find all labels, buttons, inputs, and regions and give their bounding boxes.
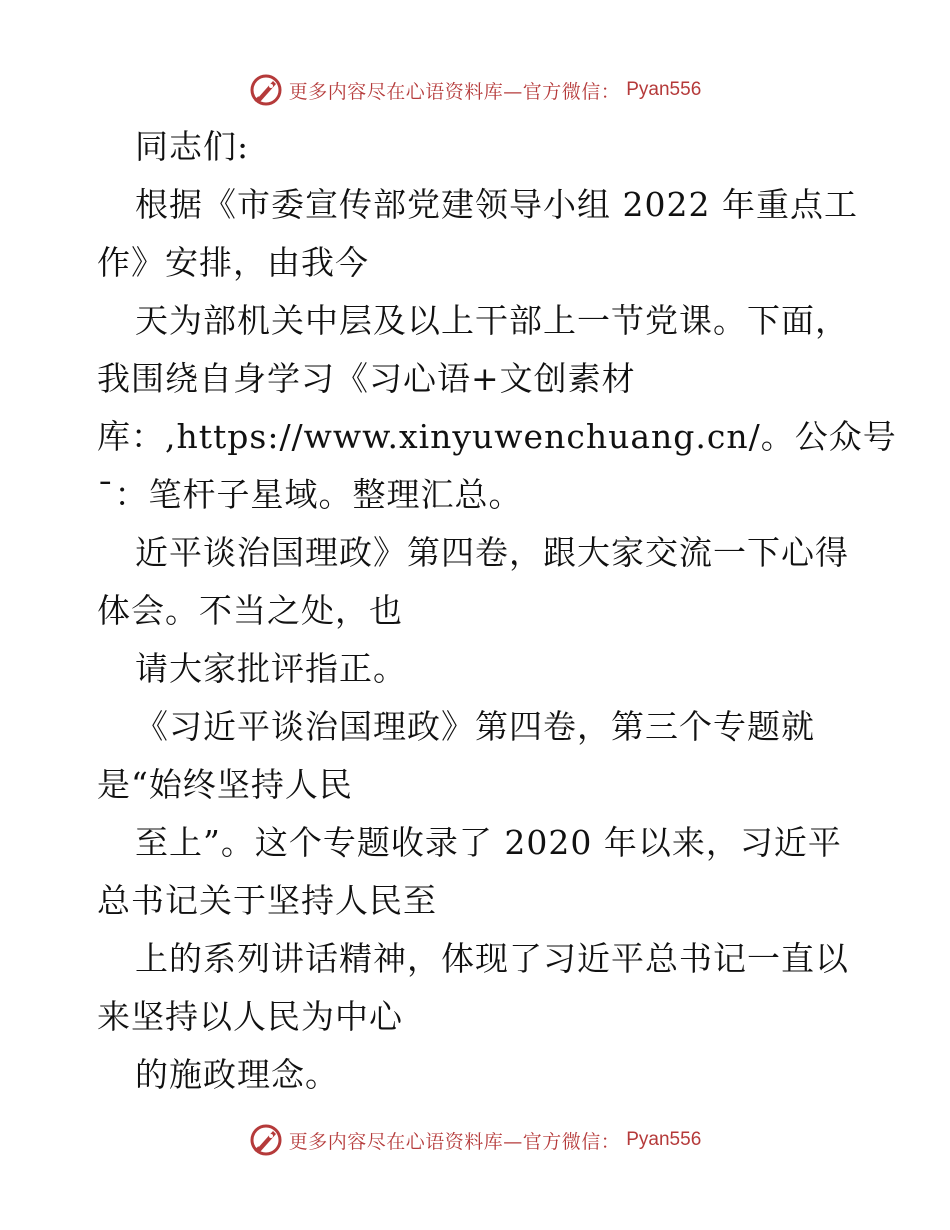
footer-banner: [0, 1120, 950, 1160]
body-line-16: 来坚持以人民为中心: [97, 997, 403, 1036]
body-line-14: 总书记关于坚持人民至: [97, 881, 437, 920]
footer-banner-wechat: Pyan556: [626, 1129, 702, 1150]
body-line-17: 的施政理念。: [135, 1055, 339, 1094]
body-line-2: 根据《市委宣传部党建领导小组 2022 年重点工: [135, 185, 858, 224]
body-line-8: 近平谈治国理政》第四卷，跟大家交流一下心得: [135, 533, 849, 572]
fountain-pen-seal-icon: [249, 73, 283, 107]
footer-banner-inner: [249, 1123, 702, 1157]
body-line-15: 上的系列讲话精神，体现了习近平总书记一直以: [135, 939, 849, 978]
header-banner: [0, 70, 950, 110]
fountain-pen-seal-icon: [249, 1123, 283, 1157]
header-banner-text: 更多内容尽在心语资料库—官方微信：: [288, 80, 621, 103]
footer-banner-text: 更多内容尽在心语资料库—官方微信：: [288, 1130, 621, 1153]
body-line-3: 作》安排，由我今: [97, 243, 369, 282]
body-line-6: 库：,https://www.xinyuwenchuang.cn/。公众号: [97, 417, 897, 456]
body-line-12: 是“始终坚持人民: [97, 765, 353, 804]
body-line-7: ¯：笔杆子星域。整理汇总。: [97, 475, 523, 514]
header-banner-wechat: Pyan556: [626, 79, 702, 100]
body-line-13: 至上”。这个专题收录了 2020 年以来，习近平: [135, 823, 842, 862]
body-line-4: 天为部机关中层及以上干部上一节党课。下面，: [135, 301, 849, 340]
body-line-5: 我围绕自身学习《习心语+文创素材: [97, 359, 636, 398]
body-line-9: 体会。不当之处，也: [97, 591, 403, 630]
body-line-11: 《习近平谈治国理政》第四卷，第三个专题就: [135, 707, 815, 746]
document-body: [97, 118, 897, 1104]
body-line-1: 同志们:: [135, 127, 250, 166]
body-line-10: 请大家批评指正。: [135, 649, 407, 688]
header-banner-inner: [249, 73, 702, 107]
